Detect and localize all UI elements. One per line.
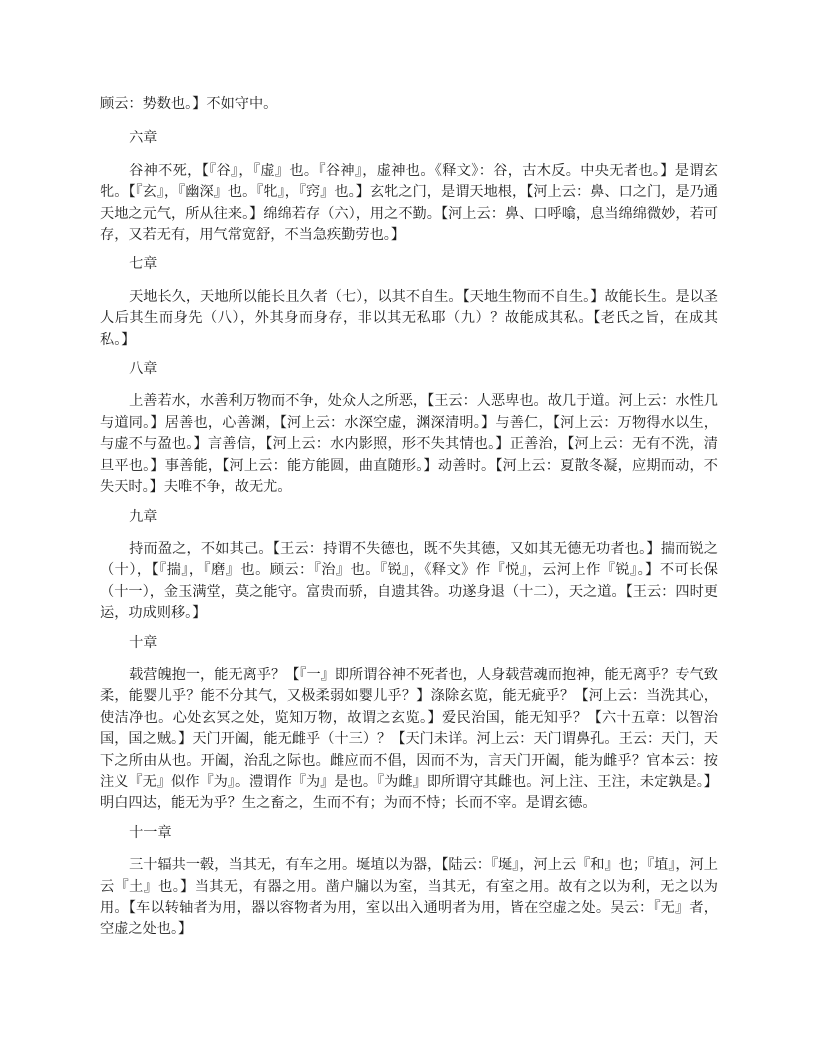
section-chapter-11 bbox=[100, 823, 718, 941]
chapter-heading: 八章 bbox=[129, 361, 158, 378]
chapter-heading: 九章 bbox=[129, 508, 158, 525]
chapter-paragraph: 谷神不死，【『谷』，『虚』也。『谷神』，虚神也。《释文》：谷，古木反。中央无者也。】是谓玄牝。【『玄』，『幽深』也。『牝』，『窍』也。】玄牝之门，是谓天地根，【河上云：鼻、口之门，是乃通天地之元气，所从往来。】绵绵若存（六），用之不勤。【河上云：鼻、口呼噏，息当绵绵微妙，若可存，又若无有，用气常宽舒，不当急疾勤劳也。】 bbox=[100, 162, 718, 244]
chapter-heading: 十一章 bbox=[129, 824, 172, 841]
chapter-paragraph: 持而盈之，不如其己。【王云：持谓不失德也，既不失其德，又如其无德无功者也。】揣而锐之（十），【『揣』，『磨』也。顾云：『治』也。『锐』，《释文》作『悦』，云河上作『锐』。】不可长保（十一），金玉满堂，莫之能守。富贵而骄，自遗其咎。功遂身退（十二），天之道。【王云：四时更运，功成则移。】 bbox=[100, 540, 718, 622]
section-chapter-9 bbox=[100, 507, 718, 625]
text-column bbox=[100, 94, 718, 941]
chapter-paragraph: 载营魄抱一，能无离乎？【『一』即所谓谷神不死者也，人身载营魂而抱神，能无离乎？专气致柔，能婴儿乎？能不分其气，又极柔弱如婴儿乎？】涤除玄览，能无疵乎？【河上云：当洗其心，使洁净也。心处玄冥之处，览知万物，故谓之玄览。】爱民治国，能无知乎？【六十五章：以智治国，国之贼。】天门开阖，能无雌乎（十三）？【天门未详。河上云：天门谓鼻孔。王云：天门，天下之所由从也。开阖，治乱之际也。雌应而不倡，因而不为，言天门开阖，能为雌乎？官本云：按注义『无』似作『为』。澧谓作『为』是也。『为雌』即所谓守其雌也。河上注、王注，未定孰是。】明白四达，能无为乎？生之畜之，生而不有；为而不恃；长而不宰。是谓玄德。 bbox=[100, 666, 718, 812]
chapter-heading: 六章 bbox=[129, 130, 158, 147]
section-chapter-8 bbox=[100, 359, 718, 498]
section-chapter-7 bbox=[100, 254, 718, 351]
chapter-heading: 七章 bbox=[129, 256, 158, 273]
chapter-paragraph: 天地长久，天地所以能长且久者（七），以其不自生。【天地生物而不自生。】故能长生。是以圣人后其生而身先（八），外其身而身存，非以其无私耶（九）？故能成其私。【老氏之旨，在成其私。】 bbox=[100, 288, 718, 348]
section-chapter-6 bbox=[100, 128, 718, 246]
chapter-paragraph: 上善若水，水善利万物而不争，处众人之所恶，【王云：人恶卑也。故几于道。河上云：水性几与道同。】居善也，心善渊，【河上云：水深空虚，渊深清明。】与善仁，【河上云：万物得水以生，与虚不与盈也。】言善信，【河上云：水内影照，形不失其情也。】正善治，【河上云：无有不洗，清旦平也。】事善能，【河上云：能方能圆，曲直随形。】动善时。【河上云：夏散冬凝，应期而动，不失天时。】夫唯不争，故无尤。 bbox=[100, 393, 718, 496]
section-chapter-10 bbox=[100, 633, 718, 815]
leading-continuation-line: 顾云：势数也。】不如守中。 bbox=[100, 96, 278, 112]
chapter-paragraph: 三十辐共一毂，当其无，有车之用。埏埴以为器，【陆云：『埏』，河上云『和』也；『埴』，河上云『土』也。】当其无，有器之用。凿户牖以为室，当其无，有室之用。故有之以为利，无之以为用。【车以转轴者为用，器以容物者为用，室以出入通明者为用，皆在空虚之处。吴云：『无』者，空虚之处也。】 bbox=[100, 857, 718, 938]
chapter-heading: 十章 bbox=[129, 634, 158, 651]
